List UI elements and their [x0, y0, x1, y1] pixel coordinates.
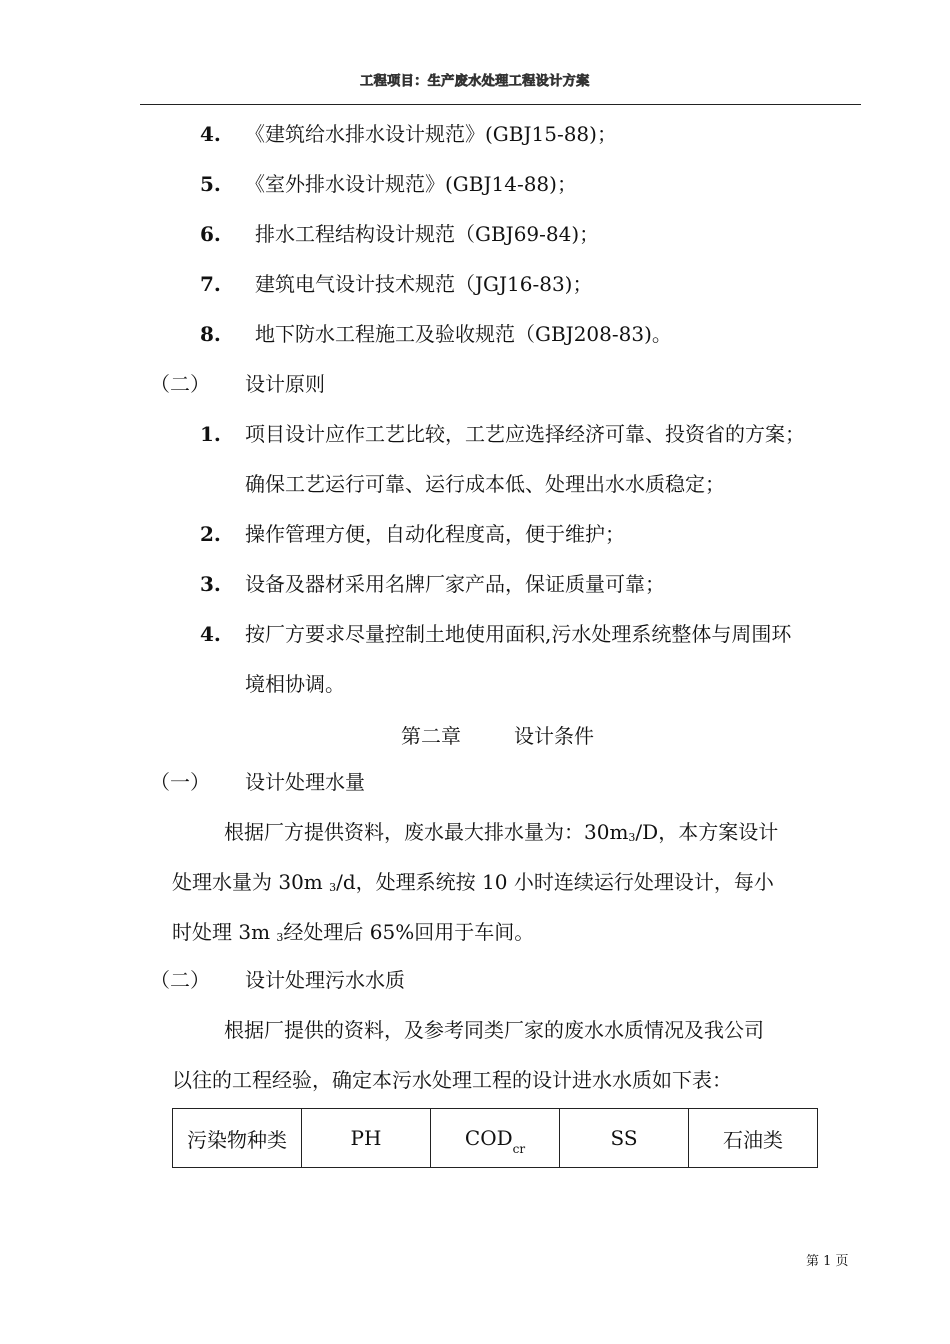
- item-text: 操作管理方便，自动化程度高，便于维护；: [245, 522, 625, 546]
- section-title: 设计处理水量: [245, 770, 365, 794]
- page-number: 第 1 页: [806, 1254, 849, 1269]
- section-number: （二）: [150, 372, 210, 396]
- item-number: 6.: [200, 222, 221, 246]
- section-number: （一）: [150, 770, 210, 794]
- item-text: 项目设计应作工艺比较，工艺应选择经济可靠、投资省的方案；: [245, 422, 805, 446]
- item-text: 《室外排水设计规范》(GBJ14-88)；: [245, 172, 577, 196]
- table-row: [173, 1109, 818, 1168]
- header-divider: [140, 104, 861, 105]
- paragraph-line: 根据厂方提供资料，废水最大排水量为：30m3/D，本方案设计: [224, 820, 779, 844]
- paragraph-line: 时处理 3m 3经处理后 65%回用于车间。: [172, 920, 535, 944]
- item-text: 设备及器材采用名牌厂家产品，保证质量可靠；: [245, 572, 665, 596]
- item-text: 《建筑给水排水设计规范》(GBJ15-88)；: [245, 122, 617, 146]
- table-cell: PH: [302, 1109, 431, 1168]
- item-number: 2.: [200, 522, 221, 546]
- section-title: 设计原则: [245, 372, 325, 396]
- item-text: 境相协调。: [245, 672, 345, 696]
- section-number: （二）: [150, 968, 210, 992]
- item-text: 确保工艺运行可靠、运行成本低、处理出水水质稳定；: [245, 472, 725, 496]
- item-number: 4.: [200, 122, 221, 146]
- item-number: 4.: [200, 622, 221, 646]
- table-cell: SS: [560, 1109, 689, 1168]
- chapter-number: 第二章: [401, 724, 461, 748]
- table-cell: 石油类: [689, 1109, 818, 1168]
- item-number: 3.: [200, 572, 221, 596]
- item-text: 按厂方要求尽量控制土地使用面积,污水处理系统整体与周围环: [245, 622, 792, 646]
- page-header: 工程项目：生产废水处理工程设计方案: [360, 74, 590, 89]
- item-number: 7.: [200, 272, 221, 296]
- item-number: 1.: [200, 422, 221, 446]
- item-number: 5.: [200, 172, 221, 196]
- section-title: 设计处理污水水质: [245, 968, 405, 992]
- water-quality-table: [172, 1108, 818, 1168]
- table-cell: $COD_{cr}$: [431, 1109, 560, 1168]
- item-text: 建筑电气设计技术规范（JGJ16-83)；: [255, 272, 593, 296]
- paragraph-line: 处理水量为 30m 3/d，处理系统按 10 小时连续运行处理设计，每小: [172, 870, 774, 894]
- table-cell: 污染物种类: [173, 1109, 302, 1168]
- chapter-title: 设计条件: [514, 724, 594, 748]
- paragraph-line: 以往的工程经验，确定本污水处理工程的设计进水水质如下表：: [172, 1068, 732, 1092]
- item-text: 地下防水工程施工及验收规范（GBJ208-83)。: [255, 322, 672, 346]
- item-text: 排水工程结构设计规范（GBJ69-84)；: [255, 222, 600, 246]
- item-number: 8.: [200, 322, 221, 346]
- paragraph-line: 根据厂提供的资料，及参考同类厂家的废水水质情况及我公司: [224, 1018, 764, 1042]
